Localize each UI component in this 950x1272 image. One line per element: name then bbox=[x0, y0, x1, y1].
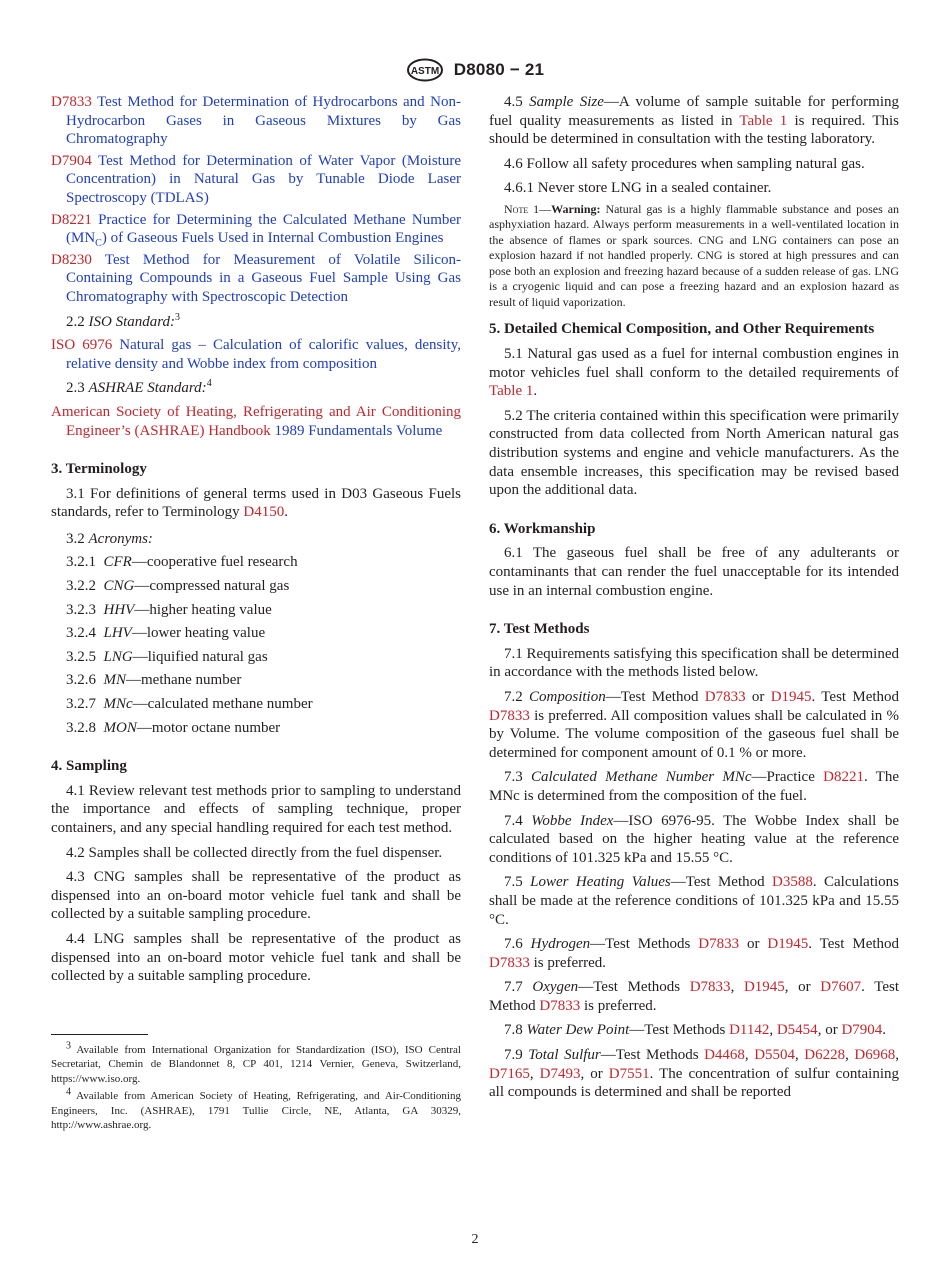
d5454-link[interactable]: D5454 bbox=[776, 1022, 818, 1039]
reference-d7833 bbox=[51, 93, 461, 149]
acronym-item: 3.2.4 LHV—lower heating value bbox=[66, 625, 266, 642]
ref-title-link[interactable]: 1989 Fundamentals Volume bbox=[274, 422, 443, 439]
d7833-link[interactable]: D7833 bbox=[704, 688, 746, 705]
astm-logo-icon bbox=[406, 58, 444, 82]
paragraph-4-3: 4.3 CNG samples shall be representative of the product as dispensed into an on-board motor vehicle fuel tank and shall be collected by a suitable sampling procedure. bbox=[51, 869, 461, 923]
paragraph-7-6: 7.6 Hydrogen—Test Methods D7833 or D1945. Test Method D7833 is preferred. bbox=[489, 936, 900, 971]
paragraph-6-1: 6.1 The gaseous fuel shall be free of any adulterants or contaminants that can render the fuel unacceptable for its intended use in an internal combustion engine. bbox=[489, 545, 899, 599]
paragraph-7-3: 7.3 Calculated Methane Number MNc—Practice D8221. The MNc is determined from the composition of the fuel. bbox=[489, 769, 899, 804]
acronym-item: 3.2.2 CNG—compressed natural gas bbox=[66, 578, 290, 595]
svg-text:ASTM: ASTM bbox=[410, 66, 439, 77]
d4468-link[interactable]: D4468 bbox=[704, 1047, 745, 1064]
d7607-link[interactable]: D7607 bbox=[820, 979, 862, 996]
ref-title-link[interactable]: Test Method for Determination of Water Vapor (Moisture Concentration) in Natural Gas by Tunable Diode Laser Spectroscopy (TDLAS) bbox=[66, 152, 462, 206]
paragraph-7-4: 7.4 Wobbe Index—ISO 6976-95. The Wobbe Index shall be calculated based on the higher heating value at the reference conditions of 101.325 kPa and 15.55 °C. bbox=[489, 812, 900, 866]
page-number: 2 bbox=[471, 1232, 479, 1247]
section-heading: 5. Detailed Chemical Composition, and Other Requirements bbox=[489, 321, 875, 338]
d3588-link[interactable]: D3588 bbox=[772, 874, 813, 891]
right-column bbox=[489, 93, 899, 1108]
paragraph-7-1: 7.1 Requirements satisfying this specification shall be determined in accordance with the methods listed below. bbox=[489, 645, 899, 681]
paragraph-4-6: 4.6 Follow all safety procedures when sampling natural gas. bbox=[504, 155, 865, 172]
ref-code-link[interactable]: D7904 bbox=[51, 152, 92, 169]
iso-standard-heading: 2.2 ISO Standard:$^3$ bbox=[66, 311, 181, 330]
table-1-link[interactable]: Table 1 bbox=[739, 112, 788, 129]
footnote: $^3$ Available from International Organization for Standardization (ISO), ISO Central Secretariat, Chemin de Blandonnet 8, CP 401, 1214 Vernier, Geneva, Switzerland, https://www.iso.org. bbox=[51, 1040, 461, 1085]
ref-code-link[interactable]: American Society of Heating, Refrigerating and Air Conditioning Engineer’s (ASHRAE) Handbook bbox=[51, 403, 461, 439]
ref-title-link[interactable]: Practice for Determining the Calculated Methane Number $(MN_C)$ of Gaseous Fuels Used in Internal Combustion Engines bbox=[66, 211, 462, 250]
page-header bbox=[0, 58, 950, 84]
d8221-link[interactable]: D8221 bbox=[823, 769, 864, 786]
ashrae-standard-heading: 2.3 ASHRAE Standard:$^4$ bbox=[66, 378, 212, 397]
acronyms-heading: 3.2 Acronyms: bbox=[66, 530, 153, 547]
acronym-item: 3.2.6 MN—methane number bbox=[66, 672, 242, 689]
d4150-link[interactable]: D4150 bbox=[243, 504, 285, 521]
d6228-link[interactable]: D6228 bbox=[804, 1047, 846, 1064]
d7165-link[interactable]: D7165 bbox=[489, 1065, 530, 1082]
acronym-item: 3.2.7 MNc—calculated methane number bbox=[66, 696, 313, 713]
ref-title-link[interactable]: Natural gas – Calculation of calorific values, density, relative density and Wobbe index from composition bbox=[66, 337, 461, 372]
acronym-item: 3.2.8 MON—motor octane number bbox=[66, 719, 281, 736]
paragraph-7-9: 7.9 Total Sulfur—Test Methods D4468, D5504, D6228, D6968, D7165, D7493, or D7551. The concentration of sulfur containing all compounds is determined and shall be reported bbox=[489, 1047, 899, 1101]
paragraph-7-5: 7.5 Lower Heating Values—Test Method D3588. Calculations shall be made at the reference conditions of 101.325 kPa and 15.55 °C. bbox=[489, 874, 900, 928]
paragraph-7-2: 7.2 Composition—Test Method D7833 or D1945. Test Method D7833 is preferred. All composition values shall be calculated in % by Volume. The volume composition of the gaseous fuel shall be determined for component amount of 0.1 % or more. bbox=[489, 688, 900, 761]
d1945-link[interactable]: D1945 bbox=[743, 979, 785, 996]
ref-code-link[interactable]: D7833 bbox=[51, 94, 92, 110]
reference-iso-6976 bbox=[51, 336, 461, 373]
d7551-link[interactable]: D7551 bbox=[608, 1065, 650, 1082]
acronym-item: 3.2.5 LNG—liquified natural gas bbox=[66, 648, 268, 665]
ref-title-link[interactable]: Test Method for Determination of Hydrocarbons and Non-Hydrocarbon Gases in Gaseous Mixtures by Gas Chromatography bbox=[66, 94, 461, 148]
section-heading: 7. Test Methods bbox=[489, 621, 590, 638]
d1945-link[interactable]: D1945 bbox=[770, 688, 812, 705]
paragraph-3-1: 3.1 For definitions of general terms used in D03 Gaseous Fuels standards, refer to Terminology D4150. bbox=[51, 485, 461, 521]
acronym-item: 3.2.3 HHV—higher heating value bbox=[66, 601, 272, 618]
ref-code-link[interactable]: D8230 bbox=[51, 251, 92, 268]
section-heading: 4. Sampling bbox=[51, 758, 127, 775]
acronym-item: 3.2.1 CFR—cooperative fuel research bbox=[66, 554, 298, 571]
footnote: $^4$ Available from American Society of Heating, Refrigerating, and Air-Conditioning Engineers, Inc. (ASHRAE), 1791 Tullie Circle, NE, Atlanta, GA 30329, http://www.ashrae.org. bbox=[51, 1086, 461, 1132]
reference-d8221 bbox=[51, 211, 461, 248]
d7833-link[interactable]: D7833 bbox=[489, 707, 530, 724]
reference-d8230 bbox=[51, 251, 461, 307]
left-column bbox=[51, 93, 461, 1136]
d7904-link[interactable]: D7904 bbox=[841, 1022, 883, 1039]
d7833-link[interactable]: D7833 bbox=[698, 936, 740, 953]
d1945-link[interactable]: D1945 bbox=[767, 936, 809, 953]
d7833-link[interactable]: D7833 bbox=[489, 954, 530, 971]
paragraph-4-6-1: 4.6.1 Never store LNG in a sealed container. bbox=[504, 180, 772, 197]
paragraph-4-2: 4.2 Samples shall be collected directly from the fuel dispenser. bbox=[66, 844, 443, 861]
reference-ashrae-handbook bbox=[51, 403, 461, 440]
paragraph-7-7: 7.7 Oxygen—Test Methods D7833, D1945, or D7607. Test Method D7833 is preferred. bbox=[489, 979, 900, 1014]
paragraph-5-1: 5.1 Natural gas used as a fuel for internal combustion engines in motor vehicles fuel shall conform to the detailed requirements of Table 1. bbox=[489, 346, 899, 400]
table-1-link[interactable]: Table 1 bbox=[489, 383, 534, 400]
section-heading: 6. Workmanship bbox=[489, 520, 596, 537]
section-heading: 3. Terminology bbox=[51, 461, 147, 478]
d7493-link[interactable]: D7493 bbox=[539, 1065, 581, 1082]
paragraph-4-1: 4.1 Review relevant test methods prior to sampling to understand the importance and effects of sampling technique, proper containers, and any special handling required for each test method. bbox=[51, 782, 461, 836]
d6968-link[interactable]: D6968 bbox=[854, 1047, 896, 1064]
reference-d7904 bbox=[51, 152, 461, 208]
d7833-link[interactable]: D7833 bbox=[539, 997, 581, 1014]
paragraph-7-8: 7.8 Water Dew Point—Test Methods D1142, D5454, or D7904. bbox=[504, 1022, 887, 1039]
ref-title-link[interactable]: Test Method for Measurement of Volatile Silicon-Containing Compounds in a Gaseous Fuel Sample Using Gas Chromatography with Spectroscopic Detection bbox=[66, 251, 461, 305]
standard-designation: D8080 − 21 bbox=[453, 60, 545, 79]
safety-note: Note 1—Warning: Natural gas is a highly flammable substance and poses an asphyxiation hazard. Always perform measurements in a well-ventilated location in the absence of flames or spark sources. CNG and LNG containers can pose an explosion hazard if not handled properly. CNG is stored at high pressures and can pose both an explosion and freezing hazard because of a sudden release of gas. LNG is a cryogenic liquid and can pose a freezing hazard and an explosion hazard as result of liquid vaporization. bbox=[489, 201, 900, 309]
footnote-divider bbox=[51, 1034, 148, 1035]
paragraph-5-2: 5.2 The criteria contained within this specification were primarily constructed from data collected from North American natural gas distribution systems and engine and vehicle manufacturers. As the data ensemble increases, this specification may be revised based upon the additional data. bbox=[489, 407, 899, 499]
d7833-link[interactable]: D7833 bbox=[689, 979, 731, 996]
d1142-link[interactable]: D1142 bbox=[729, 1022, 770, 1039]
paragraph-4-4: 4.4 LNG samples shall be representative of the product as dispensed into an on-board motor vehicle fuel tank and shall be collected by a suitable sampling procedure. bbox=[51, 930, 461, 985]
d5504-link[interactable]: D5504 bbox=[754, 1047, 796, 1064]
paragraph-4-5: 4.5 Sample Size—A volume of sample suitable for performing fuel quality measurements as listed in Table 1 is required. This should be determined in consultation with the testing laboratory. bbox=[489, 94, 899, 148]
ref-code-link[interactable]: D8221 bbox=[51, 211, 92, 228]
ref-code-link[interactable]: ISO 6976 bbox=[51, 337, 113, 354]
